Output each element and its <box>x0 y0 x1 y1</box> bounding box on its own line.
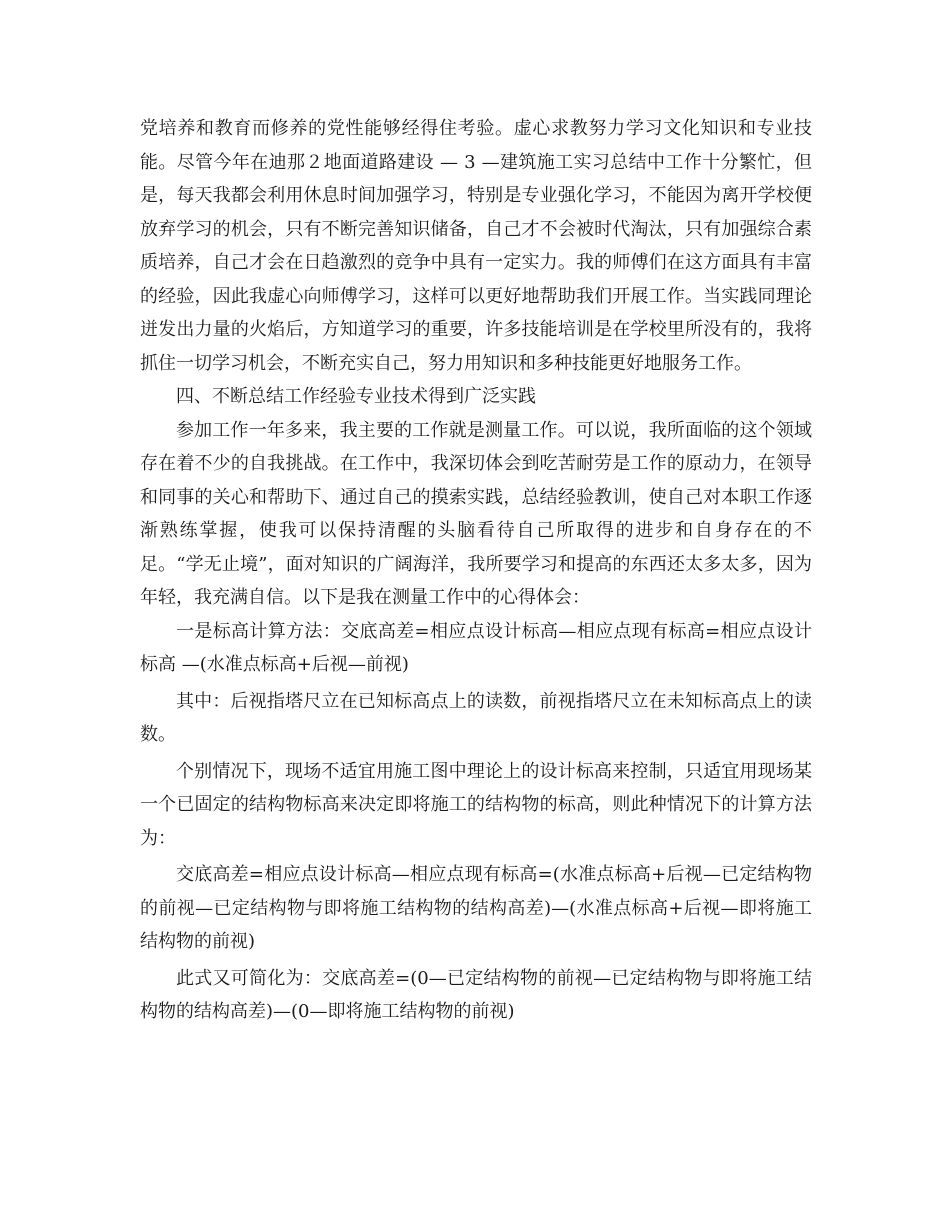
paragraph-study: 党培养和教育而修养的党性能够经得住考验。虚心求教努力学习文化知识和专业技能。尽管今年在迪那２地面道路建设 — 3 —建筑施工实习总结中工作十分繁忙，但是，每天我都会利用休息时间加强学习，特别是专业强化学习，不能因为离开学校便放弃学习的机会，只有不断完善知识储备，自己才不会被时代淘汰，只有加强综合素质培养，自己才会在日趋激烈的竞争中具有一定实力。我的师傅们在这方面具有丰富的经验，因此我虚心向师傅学习，这样可以更好地帮助我们开展工作。当实践同理论迸发出力量的火焰后，方知道学习的重要，许多技能培训是在学校里所没有的，我将抓住一切学习机会，不断充实自己，努力用知识和多种技能更好地服务工作。 <box>140 118 812 374</box>
paragraph-elevation-formula: 一是标高计算方法：交底高差=相应点设计标高—相应点现有标高=相应点设计标高 —(水准点标高+后视—前视) <box>140 620 812 675</box>
paragraph-special-case: 个别情况下，现场不适宜用施工图中理论上的设计标高来控制，只适宜用现场某一个已固定的结构物标高来决定即将施工的结构物的标高，则此种情况下的计算方法为： <box>140 760 812 849</box>
paragraph-backsight-definition: 其中：后视指塔尺立在已知标高点上的读数，前视指塔尺立在未知标高点上的读数。 <box>140 690 812 745</box>
section-heading-four: 四、不断总结工作经验专业技术得到广泛实践 <box>176 386 536 407</box>
paragraph-simplified-formula: 此式又可简化为：交底高差=(0—已定结构物的前视—已定结构物与即将施工结构物的结构高差)—(0—即将施工结构物的前视) <box>140 967 812 1022</box>
paragraph-special-formula: 交底高差=相应点设计标高—相应点现有标高=(水准点标高+后视—已定结构物的前视—已定结构物与即将施工结构物的结构高差)—(水准点标高+后视—即将施工结构物的前视) <box>140 864 812 952</box>
paragraph-survey-work: 参加工作一年多来，我主要的工作就是测量工作。可以说，我所面临的这个领域存在着不少的自我挑战。在工作中，我深切体会到吃苦耐劳是工作的原动力，在领导和同事的关心和帮助下、通过自己的摸索实践，总结经验教训，使自己对本职工作逐渐熟练掌握，使我可以保持清醒的头脑看待自己所取得的进步和自身存在的不足。“学无止境”，面对知识的广阔海洋，我所要学习和提高的东西还太多太多，因为年轻，我充满自信。以下是我在测量工作中的心得体会： <box>140 419 812 608</box>
document-body <box>140 112 812 1029</box>
